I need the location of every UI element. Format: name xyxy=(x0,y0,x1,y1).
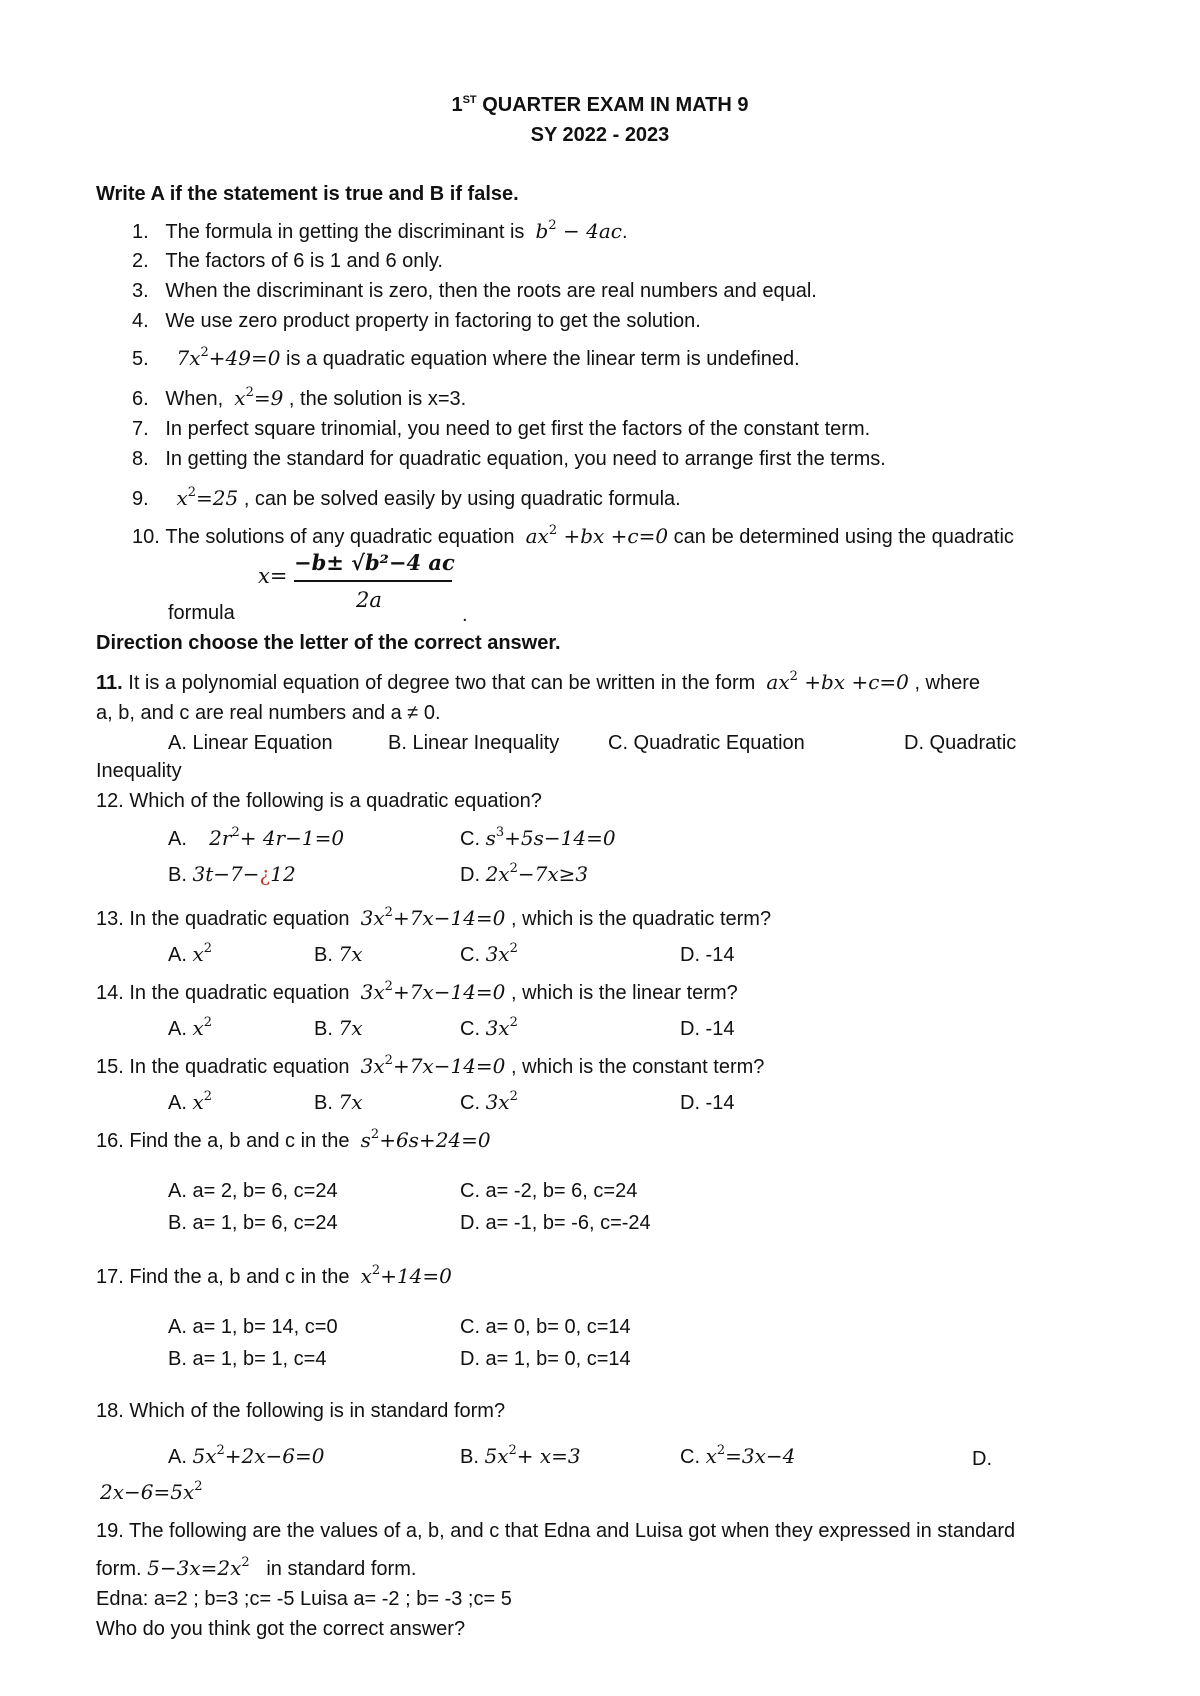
q18-choice-b: B. $5x^2+ x=3$ xyxy=(460,1443,581,1468)
item-1: 1. The formula in getting the discriminant is $b^2 - 4ac$. xyxy=(132,218,628,243)
exam-title: 1ST QUARTER EXAM IN MATH 9 xyxy=(451,94,749,116)
item-2: 2. The factors of 6 is 1 and 6 only. xyxy=(132,250,443,272)
school-year: SY 2022 - 2023 xyxy=(530,124,670,146)
q13-choice-d: D. -14 xyxy=(680,944,735,966)
q15-choice-c: C. $3x^2$ xyxy=(460,1089,518,1114)
item-8: 8. In getting the standard for quadratic equation, you need to arrange first the terms. xyxy=(132,448,886,470)
q13-stem: 13. In the quadratic equation $3x^2+7x-14=0$ , which is the quadratic term? xyxy=(96,905,772,930)
item-7: 7. In perfect square trinomial, you need to get first the factors of the constant term. xyxy=(132,418,871,440)
q18-choice-c: C. $x^2=3x-4$ xyxy=(680,1443,796,1468)
q14-choice-a: A. $x^2$ xyxy=(168,1015,213,1040)
q12-stem: 12. Which of the following is a quadratic equation? xyxy=(96,790,542,812)
q19-question: Who do you think got the correct answer? xyxy=(96,1618,466,1640)
q11-choice-b: B. Linear Inequality xyxy=(388,732,560,754)
q12-choice-b: B. 3t−7−¿12 xyxy=(168,862,296,886)
q16-choice-a: A. a= 2, b= 6, c=24 xyxy=(168,1180,338,1202)
q18-stem: 18. Which of the following is in standard form? xyxy=(96,1400,506,1422)
q17-choice-a: A. a= 1, b= 14, c=0 xyxy=(168,1316,338,1338)
q18-choice-a: A. $5x^2+2x-6=0$ xyxy=(168,1443,325,1468)
q11-stem: 11. It is a polynomial equation of degree two that can be written in the form $ax^2 +bx +c=0$ , where xyxy=(96,669,981,694)
q11-stem-line2: a, b, and c are real numbers and a ≠ 0. xyxy=(96,702,441,724)
q19-stem-line2: form. $5-3x=2x^2$ in standard form. xyxy=(96,1555,417,1580)
q15-choice-d: D. -14 xyxy=(680,1092,735,1114)
q16-choice-c: C. a= -2, b= 6, c=24 xyxy=(460,1180,638,1202)
q14-choice-b: B. 7x xyxy=(314,1016,363,1040)
item-3: 3. When the discriminant is zero, then the roots are real numbers and equal. xyxy=(132,280,817,302)
q15-choice-a: A. $x^2$ xyxy=(168,1089,213,1114)
q18-choice-d: $2x-6=5x^2$ xyxy=(100,1479,203,1504)
q17-choice-c: C. a= 0, b= 0, c=14 xyxy=(460,1316,631,1338)
q19-stem: 19. The following are the values of a, b, and c that Edna and Luisa got when they expressed in standard xyxy=(96,1520,1016,1542)
q17-choice-b: B. a= 1, b= 1, c=4 xyxy=(168,1348,327,1370)
quadratic-formula: x= −b± √b²−4 ac 2a xyxy=(258,550,455,612)
q15-stem: 15. In the quadratic equation $3x^2+7x-14=0$ , which is the constant term? xyxy=(96,1053,765,1078)
part1-direction: Write A if the statement is true and B if false. xyxy=(96,183,519,205)
q16-stem: 16. Find the a, b and c in the $s^2+6s+24=0$ xyxy=(96,1127,491,1152)
part2-direction: Direction choose the letter of the correct answer. xyxy=(96,632,561,654)
q14-choice-c: C. $3x^2$ xyxy=(460,1015,518,1040)
q11-choice-d: D. Quadratic xyxy=(904,732,1017,754)
q16-choice-d: D. a= -1, b= -6, c=-24 xyxy=(460,1212,651,1234)
q13-choice-a: A. $x^2$ xyxy=(168,941,213,966)
q12-choice-d: D. $2x^2-7x\ge 3$ xyxy=(460,861,589,886)
q14-choice-d: D. -14 xyxy=(680,1018,735,1040)
q11-choice-c: C. Quadratic Equation xyxy=(608,732,805,754)
q11-choice-d-cont: Inequality xyxy=(96,760,182,782)
item-6: 6. When, $x^2=9$ , the solution is x=3. xyxy=(132,385,467,410)
formula-word: formula xyxy=(168,602,235,624)
item-5: 5. $7x^2+49=0$ is a quadratic equation where the linear term is undefined. xyxy=(132,345,800,370)
formula-period: . xyxy=(462,604,468,626)
q14-stem: 14. In the quadratic equation $3x^2+7x-14=0$ , which is the linear term? xyxy=(96,979,738,1004)
q18-choice-d-label: D. xyxy=(972,1448,992,1470)
q12-choice-a: A. $2r^2+ 4r-1=0$ xyxy=(168,825,345,850)
item-10: 10. The solutions of any quadratic equation $ax^2 +bx +c=0$ can be determined using the quadratic xyxy=(132,523,1014,548)
q13-choice-c: C. $3x^2$ xyxy=(460,941,518,966)
q12-choice-c: C. $s^3+5s-14=0$ xyxy=(460,825,616,850)
q17-stem: 17. Find the a, b and c in the $x^2+14=0$ xyxy=(96,1263,452,1288)
item-9: 9. $x^2=25$ , can be solved easily by using quadratic formula. xyxy=(132,485,681,510)
q15-choice-b: B. 7x xyxy=(314,1090,363,1114)
q17-choice-d: D. a= 1, b= 0, c=14 xyxy=(460,1348,631,1370)
q19-answers: Edna: a=2 ; b=3 ;c= -5 Luisa a= -2 ; b= -3 ;c= 5 xyxy=(96,1588,512,1610)
q11-choice-a: A. Linear Equation xyxy=(168,732,333,754)
q13-choice-b: B. 7x xyxy=(314,942,363,966)
item-4: 4. We use zero product property in factoring to get the solution. xyxy=(132,310,701,332)
q16-choice-b: B. a= 1, b= 6, c=24 xyxy=(168,1212,338,1234)
